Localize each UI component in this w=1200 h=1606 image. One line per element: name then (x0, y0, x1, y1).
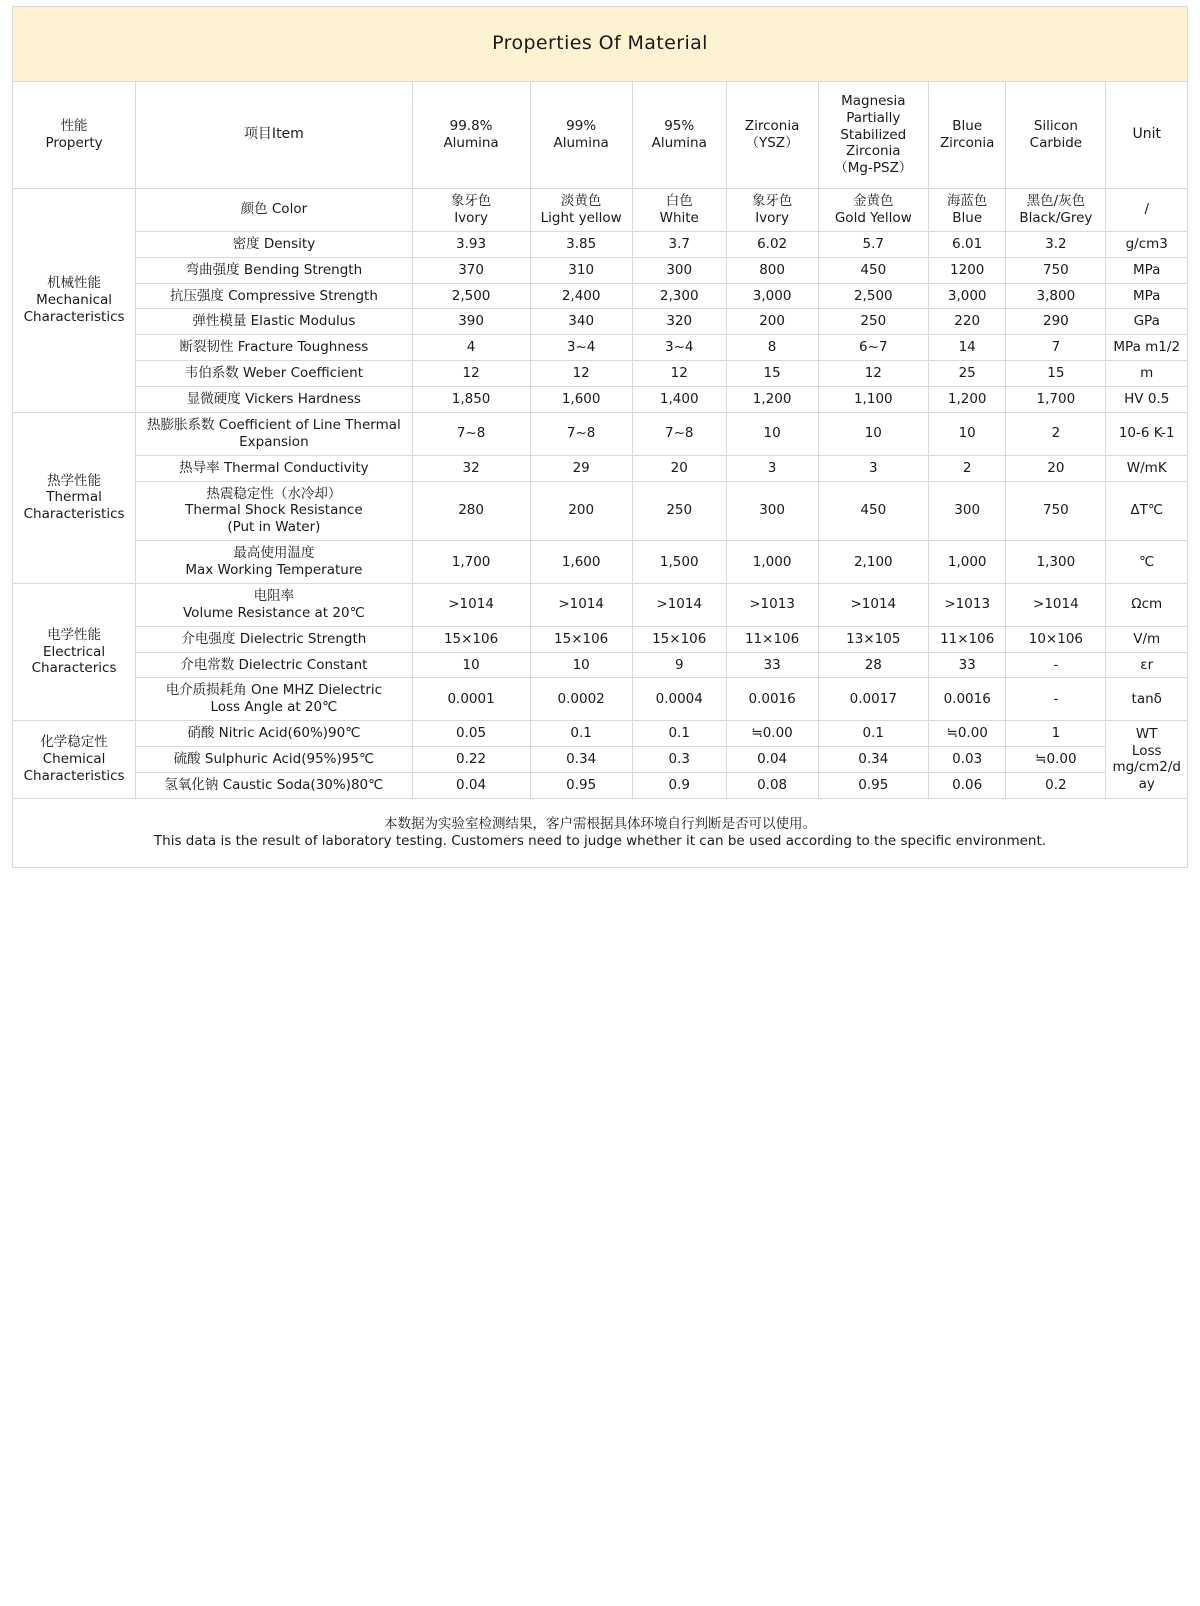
row-item-label: 热导率 Thermal Conductivity (136, 455, 413, 481)
cell-unit: 10-6 K-1 (1106, 412, 1188, 455)
row-item-label: 电阻率 Volume Resistance at 20℃ (136, 583, 413, 626)
cell-value: 14 (929, 335, 1006, 361)
table-row (13, 455, 1188, 481)
cell-value: 0.0001 (412, 678, 530, 721)
cell-value: 1,000 (929, 541, 1006, 584)
table-row (13, 747, 1188, 773)
cell-unit: W/mK (1106, 455, 1188, 481)
cell-value: >1014 (530, 583, 632, 626)
cell-value: 0.06 (929, 772, 1006, 798)
cell-value: 0.04 (726, 747, 818, 773)
cell-value: 1,300 (1006, 541, 1106, 584)
cell-value: 0.3 (632, 747, 726, 773)
cell-value: 1,700 (1006, 387, 1106, 413)
row-item-label: 断裂韧性 Fracture Toughness (136, 335, 413, 361)
row-item-label: 韦伯系数 Weber Coefficient (136, 361, 413, 387)
table-row (13, 721, 1188, 747)
cell-value: 20 (632, 455, 726, 481)
header-material-6: Blue Zirconia (929, 82, 1006, 189)
table-row (13, 335, 1188, 361)
table-row (13, 387, 1188, 413)
cell-value: 200 (726, 309, 818, 335)
group-label-en: Thermal Characteristics (23, 489, 125, 523)
cell-value: 8 (726, 335, 818, 361)
cell-value: >1014 (412, 583, 530, 626)
cell-value: 9 (632, 652, 726, 678)
cell-value: 3~4 (632, 335, 726, 361)
row-item-label: 热震稳定性（水冷却） Thermal Shock Resistance (Put in Water) (136, 481, 413, 541)
cell-value: 0.22 (412, 747, 530, 773)
cell-value: 3.85 (530, 231, 632, 257)
table-row (13, 772, 1188, 798)
table-row (13, 361, 1188, 387)
cell-value: 2,400 (530, 283, 632, 309)
cell-value: 1,500 (632, 541, 726, 584)
table-row (13, 257, 1188, 283)
cell-unit: HV 0.5 (1106, 387, 1188, 413)
group-label-1 (13, 189, 136, 413)
cell-value: 0.1 (530, 721, 632, 747)
table-row (13, 283, 1188, 309)
cell-value: 0.34 (530, 747, 632, 773)
cell-value: 310 (530, 257, 632, 283)
header-material-3: 95% Alumina (632, 82, 726, 189)
cell-unit: εr (1106, 652, 1188, 678)
row-item-label: 介电常数 Dielectric Constant (136, 652, 413, 678)
cell-value: 金黄色 Gold Yellow (818, 189, 929, 232)
cell-value: 0.0016 (726, 678, 818, 721)
row-item-label: 电介质损耗角 One MHZ Dielectric Loss Angle at 20℃ (136, 678, 413, 721)
cell-value: 12 (818, 361, 929, 387)
cell-value: 220 (929, 309, 1006, 335)
cell-value: 13×105 (818, 626, 929, 652)
sheet-title: Properties Of Material (13, 7, 1188, 82)
cell-value: 20 (1006, 455, 1106, 481)
cell-value: >1014 (632, 583, 726, 626)
cell-value: 3,800 (1006, 283, 1106, 309)
cell-value: ≒0.00 (929, 721, 1006, 747)
cell-value: 12 (632, 361, 726, 387)
table-row (13, 583, 1188, 626)
cell-value: 3.7 (632, 231, 726, 257)
cell-value: >1013 (726, 583, 818, 626)
table-row (13, 678, 1188, 721)
cell-value: 25 (929, 361, 1006, 387)
cell-value: 280 (412, 481, 530, 541)
header-row (13, 82, 1188, 189)
cell-value: 0.05 (412, 721, 530, 747)
cell-value: 0.08 (726, 772, 818, 798)
cell-unit: MPa m1/2 (1106, 335, 1188, 361)
cell-value: 300 (929, 481, 1006, 541)
table-row (13, 412, 1188, 455)
cell-value: 15 (726, 361, 818, 387)
row-item-label: 介电强度 Dielectric Strength (136, 626, 413, 652)
header-material-4: Zirconia （YSZ） (726, 82, 818, 189)
cell-value: ≒0.00 (726, 721, 818, 747)
row-item-label: 最高使用温度 Max Working Temperature (136, 541, 413, 584)
cell-value: 12 (530, 361, 632, 387)
cell-value: 2 (929, 455, 1006, 481)
cell-value: 10 (818, 412, 929, 455)
cell-unit: MPa (1106, 283, 1188, 309)
cell-value: 10 (929, 412, 1006, 455)
cell-value: 0.95 (530, 772, 632, 798)
cell-value: 0.9 (632, 772, 726, 798)
cell-value: 2,500 (412, 283, 530, 309)
cell-unit: / (1106, 189, 1188, 232)
header-unit: Unit (1106, 82, 1188, 189)
cell-value: 7~8 (632, 412, 726, 455)
group-label-en: Mechanical Characteristics (23, 292, 125, 325)
cell-unit: tanδ (1106, 678, 1188, 721)
footer-note (13, 798, 1188, 867)
properties-table (12, 6, 1188, 868)
cell-value: 1200 (929, 257, 1006, 283)
cell-value: 450 (818, 257, 929, 283)
cell-value: 2,500 (818, 283, 929, 309)
cell-value: 2,300 (632, 283, 726, 309)
cell-value: 3,000 (929, 283, 1006, 309)
cell-value: 750 (1006, 257, 1106, 283)
cell-value: 33 (929, 652, 1006, 678)
row-item-label: 显微硬度 Vickers Hardness (136, 387, 413, 413)
footer-row (13, 798, 1188, 867)
cell-value: 11×106 (929, 626, 1006, 652)
cell-value: 0.1 (632, 721, 726, 747)
cell-value: 32 (412, 455, 530, 481)
cell-value: 0.04 (412, 772, 530, 798)
row-item-label: 颜色 Color (136, 189, 413, 232)
cell-value: 6~7 (818, 335, 929, 361)
table-row (13, 652, 1188, 678)
cell-value: 250 (632, 481, 726, 541)
cell-value: 3.93 (412, 231, 530, 257)
cell-value: 0.34 (818, 747, 929, 773)
group-label-cn: 化学稳定性 (40, 734, 108, 751)
cell-value: 0.95 (818, 772, 929, 798)
cell-value: 0.03 (929, 747, 1006, 773)
cell-value: 390 (412, 309, 530, 335)
cell-value: 白色 White (632, 189, 726, 232)
cell-value: 10 (726, 412, 818, 455)
table-row (13, 541, 1188, 584)
cell-value: 28 (818, 652, 929, 678)
cell-unit: GPa (1106, 309, 1188, 335)
cell-value: 33 (726, 652, 818, 678)
material-properties-sheet (12, 6, 1188, 868)
cell-value: 0.0002 (530, 678, 632, 721)
table-row (13, 309, 1188, 335)
cell-unit: WT Loss mg/cm2/day (1106, 721, 1188, 799)
cell-value: 1,600 (530, 541, 632, 584)
cell-value: 1,200 (929, 387, 1006, 413)
cell-value: - (1006, 678, 1106, 721)
cell-value: 750 (1006, 481, 1106, 541)
table-row (13, 481, 1188, 541)
cell-value: 1,100 (818, 387, 929, 413)
header-material-1: 99.8% Alumina (412, 82, 530, 189)
cell-value: 15×106 (530, 626, 632, 652)
cell-value: 7~8 (530, 412, 632, 455)
cell-value: 11×106 (726, 626, 818, 652)
cell-value: 0.2 (1006, 772, 1106, 798)
cell-value: 15×106 (412, 626, 530, 652)
cell-value: 15×106 (632, 626, 726, 652)
cell-value: 6.02 (726, 231, 818, 257)
cell-value: 10×106 (1006, 626, 1106, 652)
cell-value: 黑色/灰色 Black/Grey (1006, 189, 1106, 232)
cell-value: 1,000 (726, 541, 818, 584)
footer-note-en: This data is the result of laboratory testing. Customers need to judge whether it can be used according to the specific environment. (153, 832, 1047, 849)
table-row (13, 231, 1188, 257)
cell-value: 1,700 (412, 541, 530, 584)
cell-value: 12 (412, 361, 530, 387)
cell-unit: V/m (1106, 626, 1188, 652)
header-material-5: Magnesia Partially Stabilized Zirconia （Mg-PSZ） (818, 82, 929, 189)
cell-value: 370 (412, 257, 530, 283)
cell-value: 340 (530, 309, 632, 335)
cell-value: 0.0004 (632, 678, 726, 721)
cell-value: 1,850 (412, 387, 530, 413)
cell-value: 320 (632, 309, 726, 335)
cell-value: 10 (530, 652, 632, 678)
cell-unit: MPa (1106, 257, 1188, 283)
cell-value: 200 (530, 481, 632, 541)
table-row (13, 189, 1188, 232)
cell-value: 2 (1006, 412, 1106, 455)
cell-value: 6.01 (929, 231, 1006, 257)
header-material-2: 99% Alumina (530, 82, 632, 189)
cell-value: 1,400 (632, 387, 726, 413)
cell-value: 1,600 (530, 387, 632, 413)
group-label-3 (13, 583, 136, 720)
footer-note-cn: 本数据为实验室检测结果，客户需根据具体环境自行判断是否可以使用。 (384, 815, 816, 832)
cell-value: >1014 (1006, 583, 1106, 626)
cell-value: 15 (1006, 361, 1106, 387)
cell-value: 5.7 (818, 231, 929, 257)
cell-value: 800 (726, 257, 818, 283)
row-item-label: 抗压强度 Compressive Strength (136, 283, 413, 309)
cell-value: 7~8 (412, 412, 530, 455)
row-item-label: 密度 Density (136, 231, 413, 257)
cell-value: 海蓝色 Blue (929, 189, 1006, 232)
cell-value: 3~4 (530, 335, 632, 361)
group-label-cn: 机械性能 (47, 275, 102, 292)
cell-value: 300 (632, 257, 726, 283)
cell-value: 29 (530, 455, 632, 481)
cell-value: 淡黄色 Light yellow (530, 189, 632, 232)
cell-unit: g/cm3 (1106, 231, 1188, 257)
row-item-label: 硝酸 Nitric Acid(60%)90℃ (136, 721, 413, 747)
group-label-cn: 电学性能 (47, 626, 102, 643)
cell-value: 0.1 (818, 721, 929, 747)
cell-value: 4 (412, 335, 530, 361)
cell-value: 象牙色 Ivory (726, 189, 818, 232)
cell-unit: m (1106, 361, 1188, 387)
cell-unit: ΔT℃ (1106, 481, 1188, 541)
cell-value: 3 (726, 455, 818, 481)
cell-value: 450 (818, 481, 929, 541)
group-label-4 (13, 721, 136, 799)
title-row (13, 7, 1188, 82)
cell-value: 250 (818, 309, 929, 335)
cell-value: 1 (1006, 721, 1106, 747)
group-label-en: Electrical Characterics (31, 643, 117, 677)
row-item-label: 弯曲强度 Bending Strength (136, 257, 413, 283)
cell-value: 0.0016 (929, 678, 1006, 721)
cell-unit: Ωcm (1106, 583, 1188, 626)
cell-value: >1013 (929, 583, 1006, 626)
header-property: 性能 Property (13, 82, 136, 189)
table-row (13, 626, 1188, 652)
cell-value: >1014 (818, 583, 929, 626)
group-label-2 (13, 412, 136, 583)
cell-value: 290 (1006, 309, 1106, 335)
header-item: 项目Item (136, 82, 413, 189)
group-label-en: Chemical Characteristics (23, 751, 125, 784)
cell-value: 3 (818, 455, 929, 481)
cell-unit: ℃ (1106, 541, 1188, 584)
cell-value: ≒0.00 (1006, 747, 1106, 773)
cell-value: 2,100 (818, 541, 929, 584)
header-material-7: Silicon Carbide (1006, 82, 1106, 189)
cell-value: 1,200 (726, 387, 818, 413)
cell-value: 300 (726, 481, 818, 541)
cell-value: 3,000 (726, 283, 818, 309)
cell-value: 3.2 (1006, 231, 1106, 257)
cell-value: 0.0017 (818, 678, 929, 721)
cell-value: - (1006, 652, 1106, 678)
cell-value: 10 (412, 652, 530, 678)
row-item-label: 热膨胀系数 Coefficient of Line Thermal Expansion (136, 412, 413, 455)
row-item-label: 弹性模量 Elastic Modulus (136, 309, 413, 335)
group-label-cn: 热学性能 (47, 472, 102, 489)
cell-value: 7 (1006, 335, 1106, 361)
cell-value: 象牙色 Ivory (412, 189, 530, 232)
row-item-label: 氢氧化钠 Caustic Soda(30%)80℃ (136, 772, 413, 798)
row-item-label: 硫酸 Sulphuric Acid(95%)95℃ (136, 747, 413, 773)
